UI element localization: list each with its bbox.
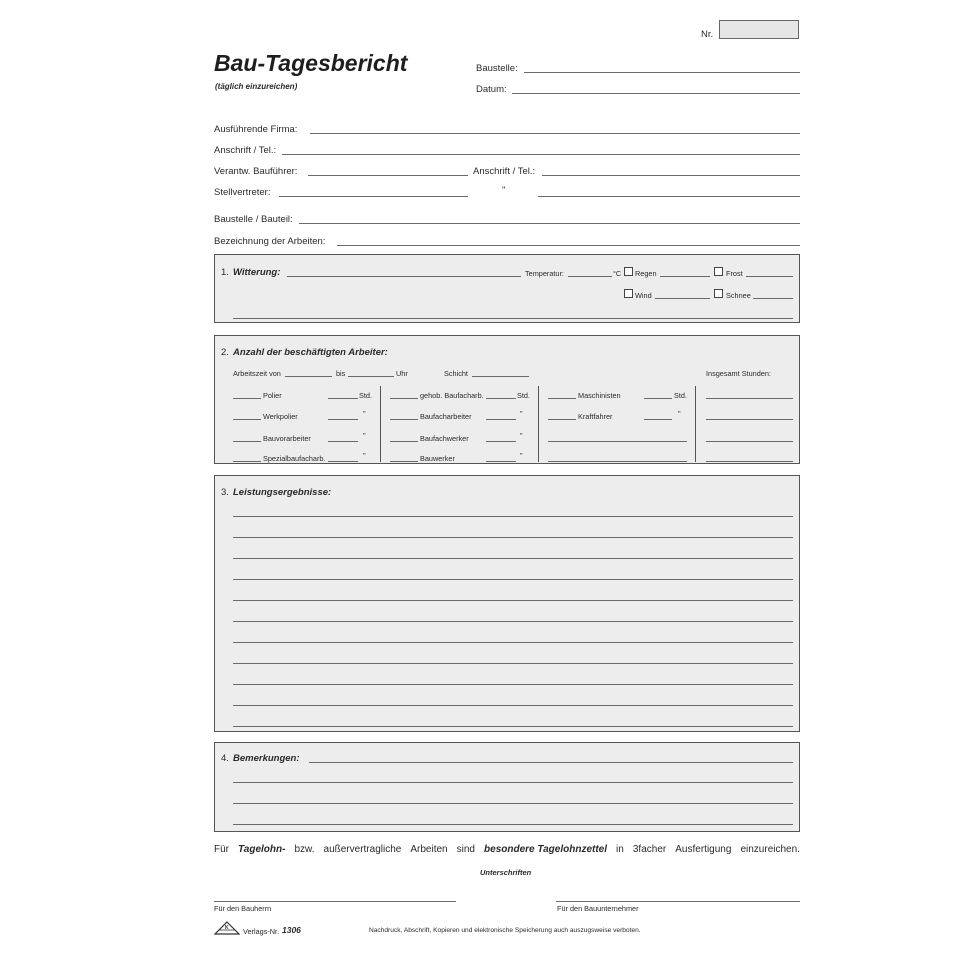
leistung-section [214,475,800,732]
note-word: Arbeiten [410,844,448,855]
leistung-line[interactable] [233,516,793,517]
unternehmer-label: Für den Bauunternehmer [557,904,639,913]
bauteil-field[interactable] [299,223,800,224]
baufachwerker-label: Baufachwerker [420,434,469,443]
arbeitszeit-label: Arbeitszeit von [233,369,281,378]
regen-label: Regen [635,269,657,278]
leistung-line[interactable] [233,579,793,580]
bauleiter-label: Verantw. Bauführer: [214,166,298,177]
gesamt-field[interactable] [706,461,793,462]
bauleiter-field[interactable] [308,175,468,176]
firma-field[interactable] [310,133,800,134]
nr-label: Nr. [701,29,714,40]
witterung-field[interactable] [287,276,521,277]
unternehmer-signature[interactable] [556,901,800,902]
copyright-note: Nachdruck, Abschrift, Kopieren und elektronische Speicherung auch auszugsweise verboten. [369,927,641,934]
note-word: Ausfertigung [675,844,732,855]
leistung-line[interactable] [233,663,793,664]
bis-label: bis [336,369,346,378]
stellvertreter-field[interactable] [279,196,468,197]
ditto-mark: " [678,409,681,418]
leistung-line[interactable] [233,684,793,685]
bauvorarbeiter-count[interactable] [233,441,261,442]
bauherr-label: Für den Bauherrn [214,904,272,913]
arbeiter-title: Anzahl der beschäftigten Arbeiter: [233,347,388,358]
frost-checkbox[interactable] [714,267,723,276]
ditto-mark: " [520,451,523,460]
schnee-checkbox[interactable] [714,289,723,298]
schnee-label: Schnee [726,291,751,300]
column-divider [695,386,696,462]
verlag-label: Verlags-Nr. [243,927,280,936]
gehob-baufacharb-hours[interactable] [486,398,516,399]
anschrift2-field[interactable] [542,175,800,176]
kraftfahrer-hours[interactable] [644,419,672,420]
ditto-mark: " [363,451,366,460]
note-word: besondere Tagelohnzettel [484,844,608,855]
regen-field[interactable] [660,276,710,277]
bauvorarbeiter-hours[interactable] [328,441,358,442]
wind-field[interactable] [655,298,710,299]
arbeitszeit-bis-field[interactable] [348,376,394,377]
arbeiter-number: 2. [221,347,229,358]
polier-count[interactable] [233,398,261,399]
maschinisten-label: Maschinisten [578,391,621,400]
gesamt-field[interactable] [706,441,793,442]
baufacharbeiter-label: Baufacharbeiter [420,412,472,421]
leistung-line[interactable] [233,600,793,601]
leistung-line[interactable] [233,537,793,538]
schicht-field[interactable] [472,376,529,377]
leistung-number: 3. [221,487,229,498]
baustelle-field[interactable] [524,72,800,73]
kraftfahrer-label: Kraftfahrer [578,412,613,421]
witterung-title: Witterung: [233,267,281,278]
std-label: Std. [359,391,372,400]
unterschriften-label: Unterschriften [480,868,532,877]
bemerkungen-line[interactable] [233,782,793,783]
anschrift-field[interactable] [282,154,800,155]
bauwerker-count[interactable] [390,461,418,462]
datum-field[interactable] [512,93,800,94]
baufacharbeiter-count[interactable] [390,419,418,420]
polier-label: Polier [263,391,282,400]
logo-letter: K [225,925,229,931]
bauherr-signature[interactable] [214,901,456,902]
regen-checkbox[interactable] [624,267,633,276]
frost-field[interactable] [746,276,793,277]
anschrift2-label: Anschrift / Tel.: [473,166,536,177]
spezialbaufacharb-label: Spezialbaufacharb. [263,454,326,463]
ditto-mark: " [363,409,366,418]
leistung-title: Leistungsergebnisse: [233,487,332,498]
bemerkungen-section [214,742,800,832]
temperatur-field[interactable] [568,276,612,277]
gesamt-field[interactable] [706,419,793,420]
ditto-mark: " [363,431,366,440]
leistung-line[interactable] [233,621,793,622]
bauteil-label: Baustelle / Bauteil: [214,214,293,225]
baufacharbeiter-hours[interactable] [486,419,516,420]
ditto-mark: " [520,431,523,440]
note-word: Für [214,844,229,855]
note-word: bzw. [294,844,315,855]
note-word: sind [456,844,475,855]
leistung-line[interactable] [233,642,793,643]
maschinisten-hours[interactable] [644,398,672,399]
witterung-section [214,254,800,323]
schicht-label: Schicht [444,369,468,378]
note-word: 3facher [632,844,667,855]
verlag-number: 1306 [282,925,301,935]
spezialbaufacharb-hours[interactable] [328,461,358,462]
note-word: außervertragliche [323,844,402,855]
spezialbaufacharb-count[interactable] [233,461,261,462]
note-word: einzureichen. [740,844,800,855]
werkpolier-label: Werkpolier [263,412,298,421]
uhr-label: Uhr [396,369,408,378]
firma-label: Ausführende Firma: [214,124,298,135]
column-divider [380,386,381,462]
schnee-field[interactable] [753,298,793,299]
stellvertreter-label: Stellvertreter: [214,187,271,198]
bauwerker-label: Bauwerker [420,454,455,463]
werkpolier-hours[interactable] [328,419,358,420]
bemerkungen-line[interactable] [309,762,793,763]
std-label: Std. [517,391,530,400]
bemerkungen-title: Bemerkungen: [233,753,300,764]
gehob-baufacharb-label: gehob. Baufacharb. [420,391,484,400]
temperatur-unit: °C [613,269,622,278]
frost-label: Frost [726,269,743,278]
ditto-mark: " [502,185,506,196]
polier-hours[interactable] [328,398,358,399]
note-word: Tagelohn- [238,844,286,855]
tagelohn-note [214,845,800,855]
leistung-line[interactable] [233,705,793,706]
arbeiten-label: Bezeichnung der Arbeiten: [214,236,326,247]
baufachwerker-count[interactable] [390,441,418,442]
kraftfahrer-count[interactable] [548,419,576,420]
anschrift-label: Anschrift / Tel.: [214,145,277,156]
wind-label: Wind [635,291,652,300]
bemerkungen-line[interactable] [233,803,793,804]
gesamt-field[interactable] [706,398,793,399]
wind-checkbox[interactable] [624,289,633,298]
arbeiten-field[interactable] [337,245,800,246]
note-word: in [616,844,624,855]
leistung-line[interactable] [233,558,793,559]
gesamt-label: Insgesamt Stunden: [706,369,771,378]
bemerkungen-number: 4. [221,753,229,764]
bauwerker-hours[interactable] [486,461,516,462]
bauvorarbeiter-label: Bauvorarbeiter [263,434,311,443]
leistung-line[interactable] [233,726,793,727]
witterung-number: 1. [221,267,229,278]
stellvertreter-anschrift-field[interactable] [538,196,800,197]
extra-worker-field[interactable] [548,461,687,462]
witterung-extra-line[interactable] [233,318,793,319]
nr-field[interactable] [719,20,799,39]
bemerkungen-line[interactable] [233,824,793,825]
werkpolier-count[interactable] [233,419,261,420]
page-title: Bau-Tagesbericht [214,50,408,76]
temperatur-label: Temperatur: [525,269,564,278]
std-label: Std. [674,391,687,400]
column-divider [538,386,539,462]
ditto-mark: " [520,409,523,418]
extra-worker-field[interactable] [548,441,687,442]
baufachwerker-hours[interactable] [486,441,516,442]
page-subtitle: (täglich einzureichen) [215,82,298,91]
gehob-baufacharb-count[interactable] [390,398,418,399]
arbeitszeit-von-field[interactable] [285,376,332,377]
datum-label: Datum: [476,84,507,95]
baustelle-label: Baustelle: [476,63,518,74]
maschinisten-count[interactable] [548,398,576,399]
